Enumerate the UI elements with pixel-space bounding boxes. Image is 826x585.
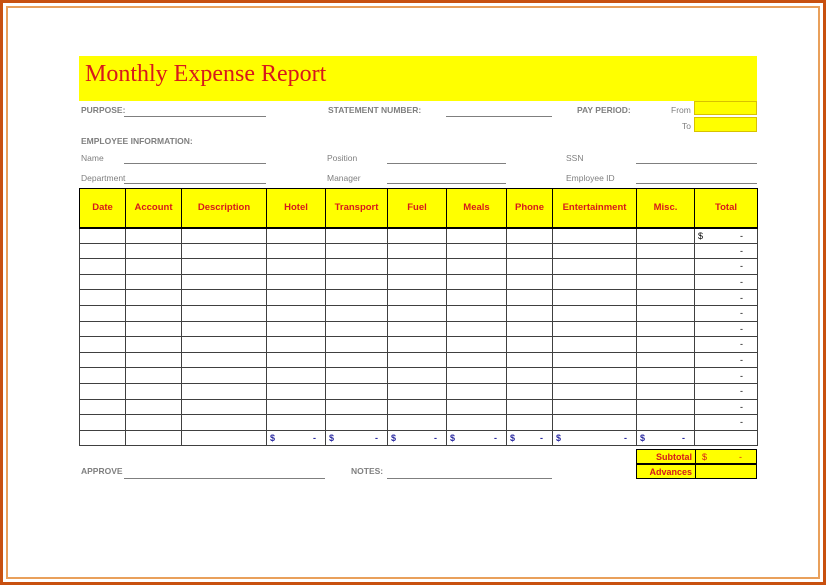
table-cell[interactable] bbox=[637, 415, 695, 431]
table-cell bbox=[80, 430, 126, 446]
advances-box bbox=[636, 464, 757, 479]
row-total-cell bbox=[695, 259, 758, 275]
table-row bbox=[80, 243, 758, 259]
column-total-meals bbox=[447, 430, 507, 446]
table-cell[interactable] bbox=[267, 290, 326, 306]
table-cell[interactable] bbox=[267, 415, 326, 431]
table-cell[interactable] bbox=[126, 243, 182, 259]
table-cell[interactable] bbox=[507, 243, 553, 259]
subtotal-value[interactable] bbox=[696, 450, 756, 463]
currency-symbol: $ bbox=[450, 433, 456, 444]
department-field[interactable] bbox=[124, 183, 266, 184]
from-date-field[interactable] bbox=[694, 101, 757, 115]
table-cell[interactable] bbox=[447, 337, 507, 353]
table-cell[interactable] bbox=[80, 305, 126, 321]
table-cell[interactable] bbox=[267, 259, 326, 275]
currency-symbol: $ bbox=[640, 433, 646, 444]
table-cell[interactable] bbox=[326, 259, 388, 275]
table-cell[interactable] bbox=[267, 399, 326, 415]
subtotal-box bbox=[636, 449, 757, 464]
table-cell[interactable] bbox=[637, 321, 695, 337]
employee-id-field[interactable] bbox=[636, 183, 757, 184]
column-total-value: - bbox=[682, 433, 685, 444]
to-date-field[interactable] bbox=[694, 117, 757, 132]
table-cell[interactable] bbox=[126, 305, 182, 321]
table-cell bbox=[182, 430, 267, 446]
table-cell[interactable] bbox=[80, 228, 126, 244]
row-total-value: - bbox=[740, 401, 743, 412]
row-total-value: - bbox=[740, 308, 743, 319]
column-total-value: - bbox=[434, 433, 437, 444]
department-label: Department bbox=[81, 173, 126, 183]
table-cell[interactable] bbox=[326, 383, 388, 399]
currency-symbol: $ bbox=[510, 433, 516, 444]
row-total-cell bbox=[695, 337, 758, 353]
table-cell bbox=[695, 430, 758, 446]
table-cell[interactable] bbox=[447, 228, 507, 244]
column-header: Misc. bbox=[637, 189, 695, 228]
ssn-field[interactable] bbox=[636, 163, 757, 164]
column-header: Meals bbox=[447, 189, 507, 228]
table-cell[interactable] bbox=[182, 259, 267, 275]
column-header: Date bbox=[80, 189, 126, 228]
table-cell[interactable] bbox=[80, 352, 126, 368]
name-label: Name bbox=[81, 153, 104, 163]
table-row bbox=[80, 383, 758, 399]
table-cell[interactable] bbox=[326, 337, 388, 353]
table-cell[interactable] bbox=[388, 368, 447, 384]
row-total-cell bbox=[695, 305, 758, 321]
table-cell[interactable] bbox=[447, 290, 507, 306]
table-cell[interactable] bbox=[326, 305, 388, 321]
name-field[interactable] bbox=[124, 163, 266, 164]
table-row bbox=[80, 259, 758, 275]
table-cell[interactable] bbox=[267, 337, 326, 353]
currency-symbol: $ bbox=[702, 452, 708, 462]
approved-field[interactable] bbox=[124, 478, 325, 479]
manager-field[interactable] bbox=[387, 183, 506, 184]
table-cell[interactable] bbox=[267, 383, 326, 399]
column-total-phone bbox=[507, 430, 553, 446]
table-cell[interactable] bbox=[267, 321, 326, 337]
column-header: Total bbox=[695, 189, 758, 228]
column-total-entertainment bbox=[553, 430, 637, 446]
ssn-label: SSN bbox=[566, 153, 584, 163]
table-cell[interactable] bbox=[182, 243, 267, 259]
table-cell[interactable] bbox=[637, 383, 695, 399]
table-cell[interactable] bbox=[637, 368, 695, 384]
row-total-value: - bbox=[740, 370, 743, 381]
column-header: Account bbox=[126, 189, 182, 228]
row-total-cell bbox=[695, 243, 758, 259]
table-cell[interactable] bbox=[507, 383, 553, 399]
from-label: From bbox=[671, 105, 691, 115]
subtotal-label: Subtotal bbox=[637, 450, 696, 463]
row-total-cell bbox=[695, 352, 758, 368]
table-cell[interactable] bbox=[126, 259, 182, 275]
table-row bbox=[80, 352, 758, 368]
table-cell[interactable] bbox=[80, 383, 126, 399]
table-cell[interactable] bbox=[80, 321, 126, 337]
table-cell[interactable] bbox=[388, 352, 447, 368]
table-cell[interactable] bbox=[447, 321, 507, 337]
approved-label: APPROVE bbox=[81, 466, 123, 476]
currency-symbol: $ bbox=[270, 433, 276, 444]
table-row bbox=[80, 274, 758, 290]
row-total-value: - bbox=[740, 245, 743, 256]
row-total-cell bbox=[695, 368, 758, 384]
column-header: Hotel bbox=[267, 189, 326, 228]
column-header: Description bbox=[182, 189, 267, 228]
column-totals-row bbox=[80, 430, 758, 446]
column-total-value: - bbox=[494, 433, 497, 444]
table-cell[interactable] bbox=[80, 274, 126, 290]
pay-period-label: PAY PERIOD: bbox=[577, 105, 631, 115]
manager-label: Manager bbox=[327, 173, 361, 183]
table-cell[interactable] bbox=[182, 305, 267, 321]
table-cell[interactable] bbox=[553, 228, 637, 244]
table-cell[interactable] bbox=[507, 352, 553, 368]
table-cell[interactable] bbox=[80, 399, 126, 415]
row-total-value: - bbox=[740, 292, 743, 303]
table-cell[interactable] bbox=[80, 415, 126, 431]
table-cell[interactable] bbox=[326, 415, 388, 431]
table-cell[interactable] bbox=[388, 243, 447, 259]
column-total-value: - bbox=[375, 433, 378, 444]
table-cell[interactable] bbox=[507, 305, 553, 321]
table-cell[interactable] bbox=[447, 274, 507, 290]
table-row bbox=[80, 399, 758, 415]
table-cell[interactable] bbox=[507, 368, 553, 384]
table-cell[interactable] bbox=[126, 415, 182, 431]
advances-label: Advances bbox=[637, 465, 696, 478]
table-cell[interactable] bbox=[388, 274, 447, 290]
table-cell[interactable] bbox=[388, 259, 447, 275]
table-row bbox=[80, 305, 758, 321]
table-cell[interactable] bbox=[126, 352, 182, 368]
row-total-value: - bbox=[740, 277, 743, 288]
table-cell[interactable] bbox=[267, 274, 326, 290]
table-row bbox=[80, 415, 758, 431]
column-header: Fuel bbox=[388, 189, 447, 228]
table-cell[interactable] bbox=[182, 337, 267, 353]
table-cell[interactable] bbox=[126, 274, 182, 290]
table-cell[interactable] bbox=[267, 243, 326, 259]
row-total-cell bbox=[695, 383, 758, 399]
row-total-value: - bbox=[740, 386, 743, 397]
column-total-misc bbox=[637, 430, 695, 446]
table-cell[interactable] bbox=[80, 368, 126, 384]
table-cell[interactable] bbox=[182, 383, 267, 399]
currency-symbol: $ bbox=[391, 433, 397, 444]
table-cell[interactable] bbox=[182, 274, 267, 290]
column-header: Transport bbox=[326, 189, 388, 228]
column-total-transport bbox=[326, 430, 388, 446]
table-cell[interactable] bbox=[388, 415, 447, 431]
currency-symbol: $ bbox=[556, 433, 562, 444]
position-label: Position bbox=[327, 153, 358, 163]
table-cell[interactable] bbox=[553, 305, 637, 321]
table-cell[interactable] bbox=[553, 415, 637, 431]
table-cell[interactable] bbox=[182, 290, 267, 306]
table-cell[interactable] bbox=[388, 290, 447, 306]
table-cell[interactable] bbox=[637, 243, 695, 259]
table-cell[interactable] bbox=[80, 243, 126, 259]
expense-report-sheet bbox=[79, 56, 757, 486]
to-label: To bbox=[682, 121, 691, 131]
table-cell[interactable] bbox=[80, 337, 126, 353]
column-header: Entertainment bbox=[553, 189, 637, 228]
table-cell[interactable] bbox=[553, 274, 637, 290]
row-total-cell bbox=[695, 399, 758, 415]
table-cell[interactable] bbox=[447, 259, 507, 275]
table-cell[interactable] bbox=[553, 383, 637, 399]
employee-id-label: Employee ID bbox=[566, 173, 615, 183]
row-total-cell bbox=[695, 228, 758, 244]
table-cell[interactable] bbox=[507, 415, 553, 431]
table-cell[interactable] bbox=[388, 399, 447, 415]
table-cell[interactable] bbox=[182, 415, 267, 431]
table-cell[interactable] bbox=[326, 352, 388, 368]
table-header-row bbox=[80, 189, 758, 228]
table-cell[interactable] bbox=[637, 305, 695, 321]
table-cell[interactable] bbox=[388, 305, 447, 321]
table-cell[interactable] bbox=[267, 228, 326, 244]
table-cell[interactable] bbox=[507, 321, 553, 337]
statement-number-field[interactable] bbox=[446, 116, 552, 117]
table-cell[interactable] bbox=[126, 368, 182, 384]
column-total-hotel bbox=[267, 430, 326, 446]
table-cell[interactable] bbox=[182, 399, 267, 415]
table-cell[interactable] bbox=[182, 368, 267, 384]
column-total-value: - bbox=[540, 433, 543, 444]
table-cell[interactable] bbox=[267, 368, 326, 384]
position-field[interactable] bbox=[387, 163, 506, 164]
title-bar bbox=[79, 56, 757, 101]
table-cell[interactable] bbox=[80, 259, 126, 275]
row-total-value: - bbox=[740, 355, 743, 366]
table-cell[interactable] bbox=[637, 228, 695, 244]
table-cell[interactable] bbox=[553, 399, 637, 415]
table-cell[interactable] bbox=[326, 321, 388, 337]
table-cell[interactable] bbox=[388, 383, 447, 399]
table-cell[interactable] bbox=[326, 368, 388, 384]
table-cell[interactable] bbox=[388, 228, 447, 244]
table-cell[interactable] bbox=[553, 290, 637, 306]
purpose-label: PURPOSE: bbox=[81, 105, 126, 115]
table-cell[interactable] bbox=[126, 228, 182, 244]
table-cell[interactable] bbox=[553, 368, 637, 384]
table-cell[interactable] bbox=[447, 305, 507, 321]
table-cell[interactable] bbox=[637, 274, 695, 290]
row-total-cell bbox=[695, 415, 758, 431]
employee-info-label: EMPLOYEE INFORMATION: bbox=[81, 136, 193, 146]
advances-value[interactable] bbox=[696, 465, 756, 478]
row-total-cell bbox=[695, 274, 758, 290]
table-cell[interactable] bbox=[267, 352, 326, 368]
currency-symbol: $ bbox=[698, 230, 704, 241]
table-cell[interactable] bbox=[553, 321, 637, 337]
notes-label: NOTES: bbox=[351, 466, 384, 476]
row-total-value: - bbox=[740, 230, 743, 241]
table-cell[interactable] bbox=[126, 290, 182, 306]
table-cell[interactable] bbox=[80, 290, 126, 306]
table-cell[interactable] bbox=[507, 228, 553, 244]
row-total-value: - bbox=[740, 261, 743, 272]
expense-table bbox=[79, 188, 758, 446]
table-cell[interactable] bbox=[326, 290, 388, 306]
table-cell[interactable] bbox=[182, 352, 267, 368]
purpose-field[interactable] bbox=[124, 116, 266, 117]
page-title: Monthly Expense Report bbox=[85, 61, 327, 87]
table-cell[interactable] bbox=[388, 337, 447, 353]
table-cell[interactable] bbox=[388, 321, 447, 337]
column-total-fuel bbox=[388, 430, 447, 446]
notes-field[interactable] bbox=[387, 478, 552, 479]
table-cell[interactable] bbox=[267, 305, 326, 321]
row-total-cell bbox=[695, 290, 758, 306]
table-cell[interactable] bbox=[326, 228, 388, 244]
table-cell[interactable] bbox=[637, 399, 695, 415]
table-cell[interactable] bbox=[553, 337, 637, 353]
row-total-value: - bbox=[740, 417, 743, 428]
column-total-value: - bbox=[313, 433, 316, 444]
table-cell[interactable] bbox=[507, 290, 553, 306]
table-row bbox=[80, 337, 758, 353]
table-cell[interactable] bbox=[553, 259, 637, 275]
table-cell[interactable] bbox=[182, 321, 267, 337]
table-cell[interactable] bbox=[637, 290, 695, 306]
table-cell[interactable] bbox=[326, 399, 388, 415]
row-total-value: - bbox=[740, 339, 743, 350]
table-row bbox=[80, 228, 758, 244]
row-total-cell bbox=[695, 321, 758, 337]
table-cell[interactable] bbox=[637, 259, 695, 275]
table-cell[interactable] bbox=[447, 243, 507, 259]
table-cell[interactable] bbox=[126, 399, 182, 415]
table-cell[interactable] bbox=[507, 399, 553, 415]
table-cell[interactable] bbox=[126, 383, 182, 399]
row-total-value: - bbox=[740, 323, 743, 334]
table-cell[interactable] bbox=[447, 383, 507, 399]
table-cell[interactable] bbox=[126, 321, 182, 337]
column-total-value: - bbox=[624, 433, 627, 444]
table-cell[interactable] bbox=[447, 352, 507, 368]
table-cell[interactable] bbox=[507, 274, 553, 290]
statement-number-label: STATEMENT NUMBER: bbox=[328, 105, 422, 115]
table-row bbox=[80, 290, 758, 306]
table-cell bbox=[126, 430, 182, 446]
column-header: Phone bbox=[507, 189, 553, 228]
table-cell[interactable] bbox=[637, 337, 695, 353]
currency-symbol: $ bbox=[329, 433, 335, 444]
table-cell[interactable] bbox=[507, 259, 553, 275]
table-cell[interactable] bbox=[447, 399, 507, 415]
table-cell[interactable] bbox=[326, 243, 388, 259]
table-cell[interactable] bbox=[182, 228, 267, 244]
table-cell[interactable] bbox=[326, 274, 388, 290]
subtotal-amount: - bbox=[739, 452, 742, 462]
table-cell[interactable] bbox=[553, 243, 637, 259]
table-cell[interactable] bbox=[126, 337, 182, 353]
table-cell[interactable] bbox=[637, 352, 695, 368]
table-cell[interactable] bbox=[553, 352, 637, 368]
table-cell[interactable] bbox=[507, 337, 553, 353]
table-row bbox=[80, 321, 758, 337]
table-row bbox=[80, 368, 758, 384]
table-cell[interactable] bbox=[447, 415, 507, 431]
table-cell[interactable] bbox=[447, 368, 507, 384]
